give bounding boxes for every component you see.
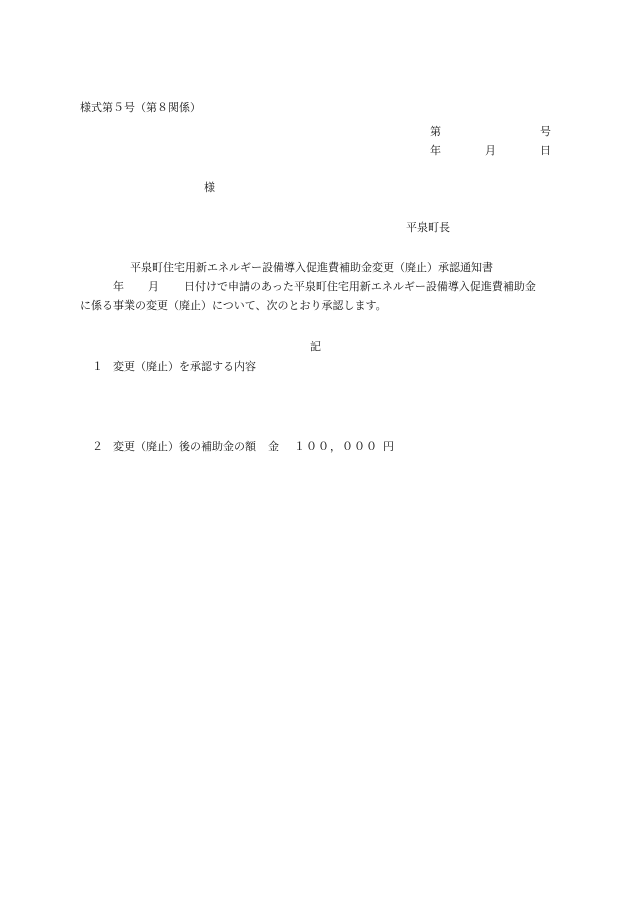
body-line1-rest: 日付けで申請のあった平泉町住宅用新エネルギー設備導入促進費補助金 xyxy=(184,280,536,293)
item-2-amount: １００，０００ xyxy=(294,440,378,453)
document-number-dai: 第 xyxy=(430,125,441,138)
document-number-go: 号 xyxy=(540,125,551,138)
document-title: 平泉町住宅用新エネルギー設備導入促進費補助金変更（廃止）承認通知書 xyxy=(130,261,493,274)
item-2-number: ２ xyxy=(92,440,103,453)
item-2-unit: 円 xyxy=(383,440,394,453)
item-2-amount-prefix: 金 xyxy=(268,440,279,453)
date-year: 年 xyxy=(430,144,441,157)
item-2-label: 変更（廃止）後の補助金の額 xyxy=(113,440,256,453)
addressee-suffix: 様 xyxy=(204,181,215,194)
body-month: 月 xyxy=(148,280,159,293)
item-1-number: １ xyxy=(92,360,103,373)
date-month: 月 xyxy=(485,144,496,157)
issuer: 平泉町長 xyxy=(406,221,450,234)
ki-heading: 記 xyxy=(310,340,321,353)
date-day: 日 xyxy=(540,144,551,157)
body-year: 年 xyxy=(113,280,124,293)
item-1-label: 変更（廃止）を承認する内容 xyxy=(113,360,256,373)
form-label: 様式第５号（第８関係） xyxy=(80,101,201,114)
body-line2: に係る事業の変更（廃止）について、次のとおり承認します。 xyxy=(80,299,387,312)
